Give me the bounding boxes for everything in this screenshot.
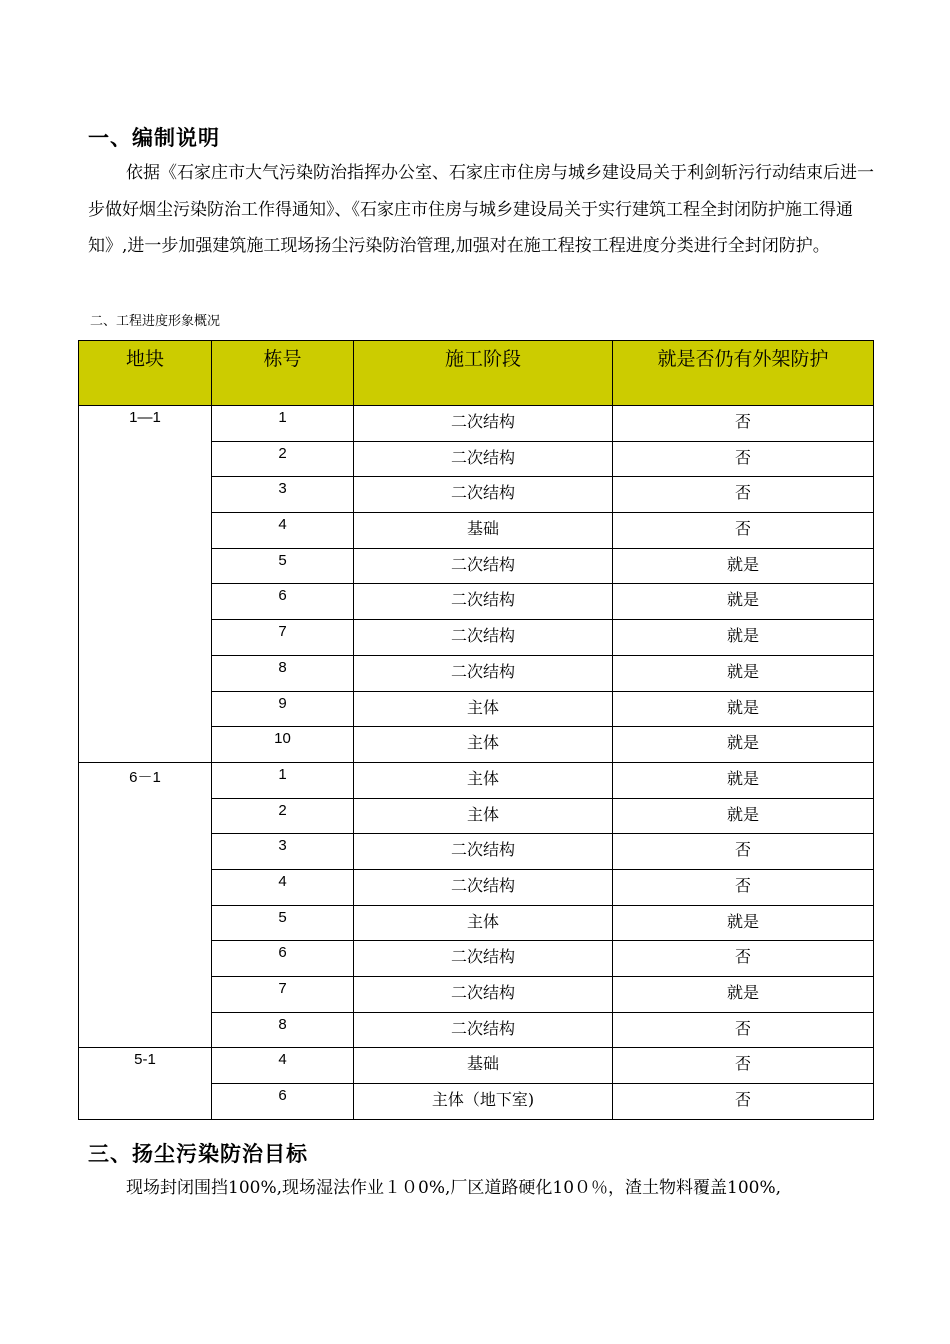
building-cell: 8 — [212, 655, 354, 691]
stage-cell: 主体 — [354, 691, 613, 727]
stage-cell: 二次结构 — [354, 584, 613, 620]
plot-cell: 6－1 — [79, 762, 212, 1048]
stage-cell: 二次结构 — [354, 1012, 613, 1048]
header-building: 栋号 — [212, 341, 354, 406]
header-plot: 地块 — [79, 341, 212, 406]
scaffold-cell: 就是 — [613, 798, 874, 834]
table-header-row — [79, 341, 874, 406]
scaffold-cell: 就是 — [613, 548, 874, 584]
building-cell: 7 — [212, 620, 354, 656]
plot-cell: 1—1 — [79, 406, 212, 763]
stage-cell: 主体 — [354, 762, 613, 798]
stage-cell: 主体 — [354, 798, 613, 834]
building-cell: 5 — [212, 905, 354, 941]
building-cell: 5 — [212, 548, 354, 584]
stage-cell: 二次结构 — [354, 869, 613, 905]
scaffold-cell: 否 — [613, 869, 874, 905]
scaffold-cell: 就是 — [613, 655, 874, 691]
scaffold-cell: 就是 — [613, 620, 874, 656]
stage-cell: 二次结构 — [354, 406, 613, 442]
scaffold-cell: 否 — [613, 406, 874, 442]
scaffold-cell: 就是 — [613, 762, 874, 798]
stage-cell: 基础 — [354, 1048, 613, 1084]
scaffold-cell: 否 — [613, 941, 874, 977]
building-cell: 6 — [212, 941, 354, 977]
stage-cell: 二次结构 — [354, 655, 613, 691]
scaffold-cell: 就是 — [613, 691, 874, 727]
progress-table — [78, 340, 874, 1120]
building-cell: 1 — [212, 762, 354, 798]
table-row — [79, 1048, 874, 1084]
stage-cell: 二次结构 — [354, 477, 613, 513]
section2-heading: 二、工程进度形象概况 — [90, 314, 221, 329]
stage-cell: 二次结构 — [354, 441, 613, 477]
header-stage: 施工阶段 — [354, 341, 613, 406]
building-cell: 4 — [212, 513, 354, 549]
scaffold-cell: 否 — [613, 834, 874, 870]
scaffold-cell: 否 — [613, 441, 874, 477]
building-cell: 9 — [212, 691, 354, 727]
table-body — [79, 406, 874, 1120]
building-cell: 10 — [212, 727, 354, 763]
table-row — [79, 762, 874, 798]
scaffold-cell: 否 — [613, 1048, 874, 1084]
scaffold-cell: 就是 — [613, 905, 874, 941]
section3-heading: 三、扬尘污染防治目标 — [88, 1142, 308, 1166]
plot-cell: 5-1 — [79, 1048, 212, 1119]
stage-cell: 二次结构 — [354, 941, 613, 977]
scaffold-cell: 否 — [613, 1084, 874, 1120]
table-row — [79, 406, 874, 442]
building-cell: 7 — [212, 977, 354, 1013]
scaffold-cell: 否 — [613, 1012, 874, 1048]
building-cell: 1 — [212, 406, 354, 442]
stage-cell: 二次结构 — [354, 620, 613, 656]
stage-cell: 基础 — [354, 513, 613, 549]
building-cell: 4 — [212, 1048, 354, 1084]
scaffold-cell: 就是 — [613, 584, 874, 620]
scaffold-cell: 就是 — [613, 977, 874, 1013]
scaffold-cell: 否 — [613, 477, 874, 513]
building-cell: 2 — [212, 798, 354, 834]
header-scaffold: 就是否仍有外架防护 — [613, 341, 874, 406]
building-cell: 6 — [212, 584, 354, 620]
section1-heading: 一、编制说明 — [88, 126, 220, 150]
section3-paragraph: 现场封闭围挡100%,现场湿法作业１０0%,厂区道路硬化10０％，渣土物料覆盖100%, — [126, 1178, 782, 1198]
stage-cell: 二次结构 — [354, 834, 613, 870]
stage-cell: 主体 — [354, 727, 613, 763]
stage-cell: 主体（地下室) — [354, 1084, 613, 1120]
scaffold-cell: 就是 — [613, 727, 874, 763]
building-cell: 3 — [212, 477, 354, 513]
building-cell: 6 — [212, 1084, 354, 1120]
scaffold-cell: 否 — [613, 513, 874, 549]
stage-cell: 二次结构 — [354, 548, 613, 584]
building-cell: 2 — [212, 441, 354, 477]
section1-paragraph: 依据《石家庄市大气污染防治指挥办公室、石家庄市住房与城乡建设局关于利剑斩污行动结束后进一步做好烟尘污染防治工作得通知》、《石家庄市住房与城乡建设局关于实行建筑工程全封闭防护施工得通知》,进一步加强建筑施工现场扬尘污染防治管理,加强对在施工程按工程进度分类进行全封闭防护。 — [88, 163, 874, 256]
building-cell: 3 — [212, 834, 354, 870]
stage-cell: 二次结构 — [354, 977, 613, 1013]
building-cell: 8 — [212, 1012, 354, 1048]
building-cell: 4 — [212, 869, 354, 905]
stage-cell: 主体 — [354, 905, 613, 941]
